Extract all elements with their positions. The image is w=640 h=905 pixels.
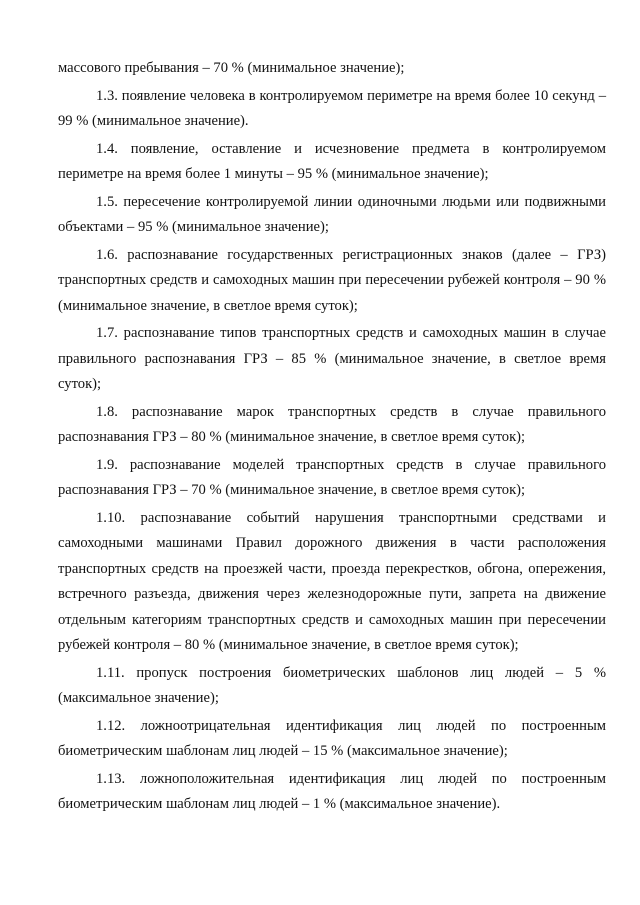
paragraph-1-7: 1.7. распознавание типов транспортных средств и самоходных машин в случае правильного распознавания ГРЗ – 85 % (минимальное значение, в светлое время суток); <box>58 325 606 392</box>
paragraph-1-3: 1.3. появление человека в контролируемом периметре на время более 10 секунд – 99 % (минимальное значение). <box>58 87 606 129</box>
paragraph-1-13: 1.13. ложноположительная идентификация лиц людей по построенным биометрическим шаблонам лиц людей – 1 % (максимальное значение). <box>58 770 606 812</box>
document-page <box>58 56 606 820</box>
paragraph-1-12: 1.12. ложноотрицательная идентификация лиц людей по построенным биометрическим шаблонам лиц людей – 15 % (максимальное значение); <box>58 717 606 759</box>
paragraph-1-10: 1.10. распознавание событий нарушения транспортными средствами и самоходными машинами Правил дорожного движения в части расположения транспортных средств на проезжей части, проезда перекрестков, обгона, опережения, встречного разъезда, движения через железнодорожные пути, запрета на движение отдельным категориям транспортных средств и самоходных машин при пересечении рубежей контроля – 80 % (минимальное значение, в светлое время суток); <box>58 509 606 653</box>
paragraph-continuation: массового пребывания – 70 % (минимальное значение); <box>58 60 405 76</box>
paragraph-1-4: 1.4. появление, оставление и исчезновение предмета в контролируемом периметре на время более 1 минуты – 95 % (минимальное значение); <box>58 140 606 182</box>
paragraph-1-5: 1.5. пересечение контролируемой линии одиночными людьми или подвижными объектами – 95 % (минимальное значение); <box>58 193 606 235</box>
paragraph-1-11: 1.11. пропуск построения биометрических шаблонов лиц людей – 5 % (максимальное значение); <box>58 664 606 706</box>
paragraph-1-9: 1.9. распознавание моделей транспортных средств в случае правильного распознавания ГРЗ – 70 % (минимальное значение, в светлое время суток); <box>58 456 606 498</box>
paragraph-1-8: 1.8. распознавание марок транспортных средств в случае правильного распознавания ГРЗ – 80 % (минимальное значение, в светлое время суток); <box>58 403 606 445</box>
paragraph-1-6: 1.6. распознавание государственных регистрационных знаков (далее – ГРЗ) транспортных средств и самоходных машин при пересечении рубежей контроля – 90 % (минимальное значение, в светлое время суток); <box>58 246 606 314</box>
